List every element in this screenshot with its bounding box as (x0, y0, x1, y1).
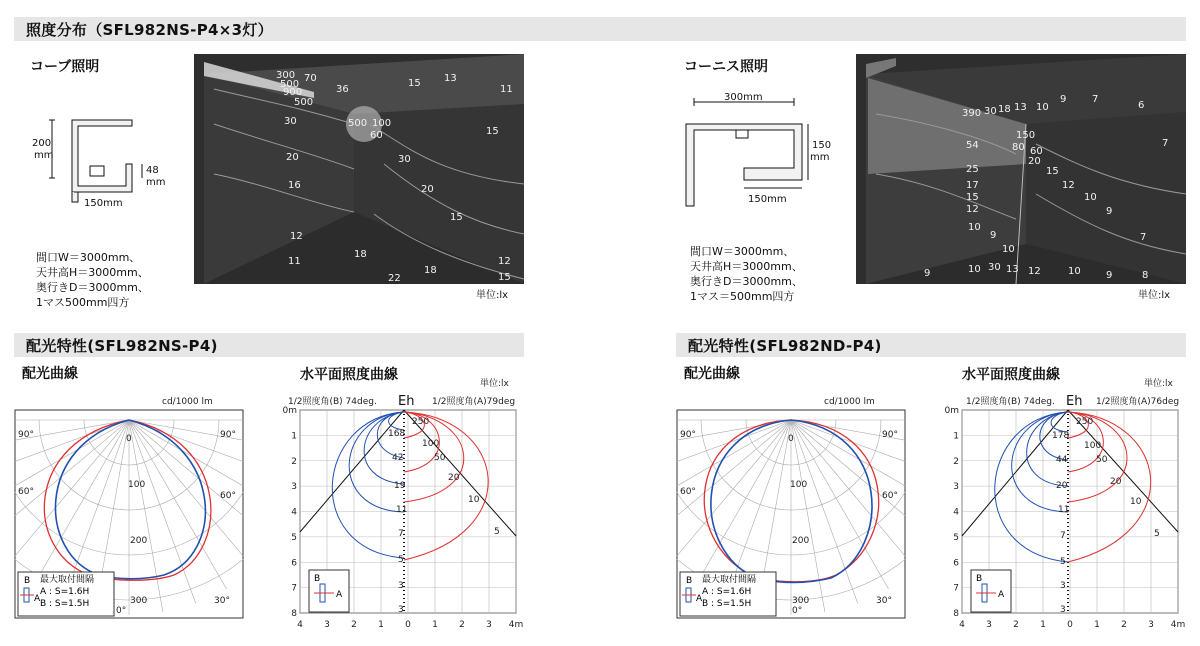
iso-x-tick: 0 (1067, 620, 1073, 630)
iso-value: 5 (398, 555, 404, 565)
left-section-title: 配光特性(SFL982NS-P4) (26, 337, 218, 355)
cove-iso-label: 70 (304, 73, 317, 84)
eh-label: Eh (398, 394, 415, 409)
cornice-iso-label: 30 (984, 106, 997, 117)
polar-radius-label: 300 (792, 596, 810, 606)
cove-iso-label: 100 (372, 118, 392, 129)
cove-iso-label: 15 (486, 126, 499, 137)
iso-x-tick: 2 (1013, 620, 1019, 630)
iso-y-tick: 6 (953, 558, 959, 569)
polar-angle-label: 0° (792, 606, 803, 616)
polar-radius-label: 100 (128, 480, 146, 490)
cove-iso-label: 11 (288, 256, 301, 267)
iso-legend-b: B (314, 574, 321, 584)
section-title: 照度分布（SFL982NS-P4×3灯） (26, 21, 273, 39)
cornice-height-unit: mm (810, 152, 830, 163)
cove-spec-line: 間口W＝3000mm、 (36, 251, 141, 264)
cornice-iso-label: 9 (924, 268, 931, 279)
cornice-iso-label: 13 (1014, 102, 1027, 113)
right-polar-title: 配光曲線 (684, 366, 740, 382)
right-polar-chart (676, 390, 906, 620)
iso-value: 5 (1060, 557, 1066, 567)
polar-angle-label: 60° (220, 491, 236, 501)
left-polar-title: 配光曲線 (22, 366, 78, 382)
eh-label: Eh (1066, 394, 1083, 409)
iso-y-tick: 4 (291, 507, 297, 518)
iso-y-tick: 8 (953, 609, 959, 619)
iso-x-tick: 4 (297, 620, 303, 630)
cove-iso-label: 300 (276, 70, 296, 81)
cornice-iso-label: 20 (1028, 156, 1041, 167)
iso-x-tick: 3 (324, 620, 330, 630)
iso-value: 5 (494, 527, 500, 537)
iso-y-tick: 6 (291, 558, 297, 569)
cove-iso-label: 30 (284, 116, 297, 127)
polar-angle-label: 90° (680, 430, 696, 440)
cove-spec-line: 奥行きD＝3000mm、 (36, 281, 149, 294)
cove-iso-label: 60 (370, 130, 383, 141)
cornice-title: コーニス照明 (684, 59, 768, 75)
iso-legend-a: A (998, 590, 1005, 600)
cove-iso-label: 20 (421, 184, 434, 195)
cove-unit: 単位:lx (476, 290, 509, 301)
iso-x-tick: 3 (486, 620, 492, 630)
cornice-width-label: 300mm (724, 92, 763, 103)
iso-value: 10 (468, 495, 480, 505)
cove-iso-label: 16 (288, 180, 301, 191)
iso-x-tick: 3 (986, 620, 992, 630)
polar-angle-label: 90° (18, 430, 34, 440)
polar-radius-label: 0 (788, 434, 794, 444)
cove-iso-label: 12 (498, 256, 511, 267)
iso-x-tick: 2 (459, 620, 465, 630)
iso-x-tick: 1 (432, 620, 438, 630)
iso-y-tick: 7 (953, 583, 959, 594)
cove-iso-label: 11 (500, 84, 513, 95)
iso-y-tick: 3 (953, 482, 959, 493)
cornice-iso-label: 10 (1084, 192, 1097, 203)
legend-line: A : S=1.6H (40, 587, 90, 597)
iso-y-tick: 0m (944, 406, 959, 416)
cornice-iso-label: 15 (1046, 166, 1059, 177)
cornice-iso-label: 8 (1142, 270, 1149, 281)
cove-iso-label: 900 (283, 87, 303, 98)
iso-y-tick: 0m (282, 406, 297, 416)
iso-value: 50 (434, 453, 446, 463)
angle-b-label: 1/2照度角(B) 74deg. (966, 397, 1055, 407)
iso-y-tick: 5 (953, 532, 959, 543)
iso-x-tick: 1 (1040, 620, 1046, 630)
cove-spec-line: 天井高H＝3000mm、 (36, 266, 149, 279)
section-band-right (676, 333, 1186, 357)
polar-angle-label: 0° (116, 606, 127, 616)
cove-width-label: 150mm (84, 198, 123, 209)
iso-x-tick: 4m (1170, 620, 1186, 630)
iso-value: 3 (398, 581, 404, 591)
cornice-iso-label: 10 (968, 264, 981, 275)
iso-y-tick: 1 (291, 431, 297, 442)
cove-iso-label: 12 (290, 231, 303, 242)
iso-value: 168 (388, 429, 406, 439)
cornice-iso-label: 30 (988, 262, 1001, 273)
iso-x-tick: 4m (508, 620, 524, 630)
cornice-iso-label: 7 (1162, 138, 1169, 149)
iso-value: 3 (1060, 581, 1066, 591)
right-iso-title: 水平面照度曲線 (962, 367, 1060, 383)
polar-angle-label: 60° (680, 487, 696, 497)
angle-a-label: 1/2照度角(A)76deg (1096, 397, 1180, 407)
cornice-iso-label: 7 (1140, 232, 1147, 243)
cornice-height-label: 150 (812, 140, 832, 151)
iso-y-tick: 2 (291, 456, 297, 467)
iso-value: 10 (1130, 497, 1142, 507)
iso-y-tick: 2 (953, 456, 959, 467)
cornice-iso-label: 12 (1028, 266, 1041, 277)
legend-a: A (696, 594, 703, 604)
cornice-iso-label: 54 (966, 140, 979, 151)
left-iso-title: 水平面照度曲線 (300, 367, 398, 383)
iso-value: 44 (1056, 455, 1068, 465)
polar-angle-label: 60° (882, 491, 898, 501)
iso-value: 250 (412, 417, 430, 427)
legend-line: B : S=1.5H (40, 599, 90, 609)
cove-small-height-unit: mm (146, 177, 166, 188)
iso-x-tick: 4 (959, 620, 965, 630)
legend-title: 最大取付間隔 (702, 575, 757, 585)
cornice-spec-line: 奥行きD＝3000mm、 (690, 275, 803, 288)
iso-x-tick: 2 (351, 620, 357, 630)
cornice-iso-label: 9 (990, 230, 997, 241)
iso-y-tick: 3 (291, 482, 297, 493)
iso-unit: 単位:lx (480, 379, 509, 389)
left-polar-chart (14, 390, 244, 620)
cornice-spec-line: 天井高H＝3000mm、 (690, 260, 803, 273)
iso-value: 19 (394, 481, 406, 491)
left-isolux-chart (276, 372, 524, 636)
section-band-distribution (14, 17, 1186, 41)
cornice-iso-label: 12 (966, 204, 979, 215)
iso-legend-a: A (336, 590, 343, 600)
section-band-left (14, 333, 524, 357)
cornice-iso-label: 80 (1012, 142, 1025, 153)
polar-angle-label: 90° (220, 430, 236, 440)
iso-value: 5 (1154, 529, 1160, 539)
iso-x-tick: 2 (1121, 620, 1127, 630)
cove-iso-label: 30 (398, 154, 411, 165)
cornice-iso-label: 12 (1062, 180, 1075, 191)
cornice-iso-label: 7 (1092, 94, 1099, 105)
polar-radius-label: 0 (126, 434, 132, 444)
iso-unit: 単位:lx (1144, 379, 1173, 389)
cove-iso-label: 36 (336, 84, 349, 95)
cove-iso-label: 500 (294, 97, 314, 108)
polar-radius-label: 200 (130, 536, 148, 546)
cove-cross-section-diagram (22, 100, 182, 220)
polar-angle-label: 90° (882, 430, 898, 440)
iso-value: 7 (1060, 531, 1066, 541)
cornice-iso-label: 60 (1030, 146, 1043, 157)
iso-value: 50 (1096, 455, 1108, 465)
legend-b: B (686, 576, 693, 586)
cornice-spec-line: 間口W＝3000mm、 (690, 245, 795, 258)
cornice-iso-label: 150 (1016, 130, 1036, 141)
cornice-unit: 単位:lx (1138, 290, 1171, 301)
iso-x-tick: 0 (405, 620, 411, 630)
cornice-iso-label: 10 (1002, 244, 1015, 255)
cornice-iso-label: 13 (1006, 264, 1019, 275)
iso-value: 100 (1084, 441, 1102, 451)
iso-y-tick: 8 (291, 609, 297, 619)
legend-line: A : S=1.6H (702, 587, 752, 597)
angle-b-label: 1/2照度角(B) 74deg. (288, 397, 377, 407)
cornice-bottom-label: 150mm (748, 194, 787, 205)
iso-y-tick: 1 (953, 431, 959, 442)
iso-y-tick: 7 (291, 583, 297, 594)
polar-unit: cd/1000 lm (162, 397, 213, 407)
iso-x-tick: 3 (1148, 620, 1154, 630)
polar-radius-label: 300 (130, 596, 148, 606)
cornice-room-render (856, 54, 1186, 284)
iso-x-tick: 1 (378, 620, 384, 630)
iso-value: 20 (448, 473, 460, 483)
cornice-iso-label: 18 (998, 104, 1011, 115)
cove-iso-label: 18 (354, 249, 367, 260)
polar-radius-label: 200 (792, 536, 810, 546)
iso-value: 20 (1110, 477, 1122, 487)
iso-legend-b: B (976, 574, 983, 584)
polar-angle-label: 60° (18, 487, 34, 497)
cornice-iso-label: 390 (962, 108, 982, 119)
cove-iso-label: 15 (408, 78, 421, 89)
polar-angle-label: 30° (214, 596, 230, 606)
angle-a-label: 1/2照度角(A)79deg (432, 397, 516, 407)
iso-value: 250 (1076, 417, 1094, 427)
legend-line: B : S=1.5H (702, 599, 752, 609)
polar-radius-label: 100 (790, 480, 808, 490)
cove-spec-line: 1マス500mm四方 (36, 296, 130, 309)
iso-value: 11 (396, 505, 408, 515)
cornice-iso-label: 10 (1068, 266, 1081, 277)
cornice-iso-label: 10 (1036, 102, 1049, 113)
cornice-iso-label: 15 (966, 192, 979, 203)
cove-small-height-label: 48 (146, 165, 159, 176)
iso-value: 3 (398, 605, 404, 615)
cove-title: コーブ照明 (30, 59, 100, 75)
iso-y-tick: 4 (953, 507, 959, 518)
cove-iso-label: 500 (348, 118, 368, 129)
cornice-spec-line: 1マス＝500mm四方 (690, 290, 795, 303)
iso-y-tick: 5 (291, 532, 297, 543)
right-isolux-chart (938, 372, 1186, 636)
cove-specs (36, 250, 149, 310)
cove-iso-label: 15 (450, 212, 463, 223)
cove-iso-label: 18 (424, 265, 437, 276)
cornice-iso-label: 6 (1138, 100, 1145, 111)
iso-value: 7 (398, 529, 404, 539)
cove-height-unit: mm (34, 150, 54, 161)
iso-value: 3 (1060, 605, 1066, 615)
iso-value: 100 (422, 439, 440, 449)
legend-a: A (34, 594, 41, 604)
legend-title: 最大取付間隔 (40, 575, 95, 585)
cornice-specs (690, 244, 803, 304)
cove-iso-label: 13 (444, 73, 457, 84)
cove-iso-label: 22 (388, 273, 401, 284)
cornice-iso-label: 25 (966, 164, 979, 175)
cove-room-render (194, 54, 524, 284)
cornice-iso-label: 10 (968, 222, 981, 233)
iso-value: 42 (392, 453, 404, 463)
cornice-iso-label: 9 (1106, 270, 1113, 281)
polar-angle-label: 30° (876, 596, 892, 606)
cornice-iso-label: 9 (1106, 206, 1113, 217)
iso-value: 178 (1052, 431, 1070, 441)
cove-iso-label: 20 (286, 152, 299, 163)
iso-value: 11 (1058, 505, 1070, 515)
cornice-iso-label: 9 (1060, 94, 1067, 105)
cornice-iso-label: 17 (966, 180, 979, 191)
iso-value: 20 (1056, 481, 1068, 491)
cove-iso-label: 15 (498, 272, 511, 283)
cove-iso-label: 500 (280, 79, 300, 90)
polar-unit: cd/1000 lm (824, 397, 875, 407)
cornice-cross-section-diagram (676, 88, 846, 218)
right-section-title: 配光特性(SFL982ND-P4) (688, 337, 882, 355)
iso-x-tick: 1 (1094, 620, 1100, 630)
legend-b: B (24, 576, 31, 586)
cove-height-label: 200 (32, 138, 52, 149)
